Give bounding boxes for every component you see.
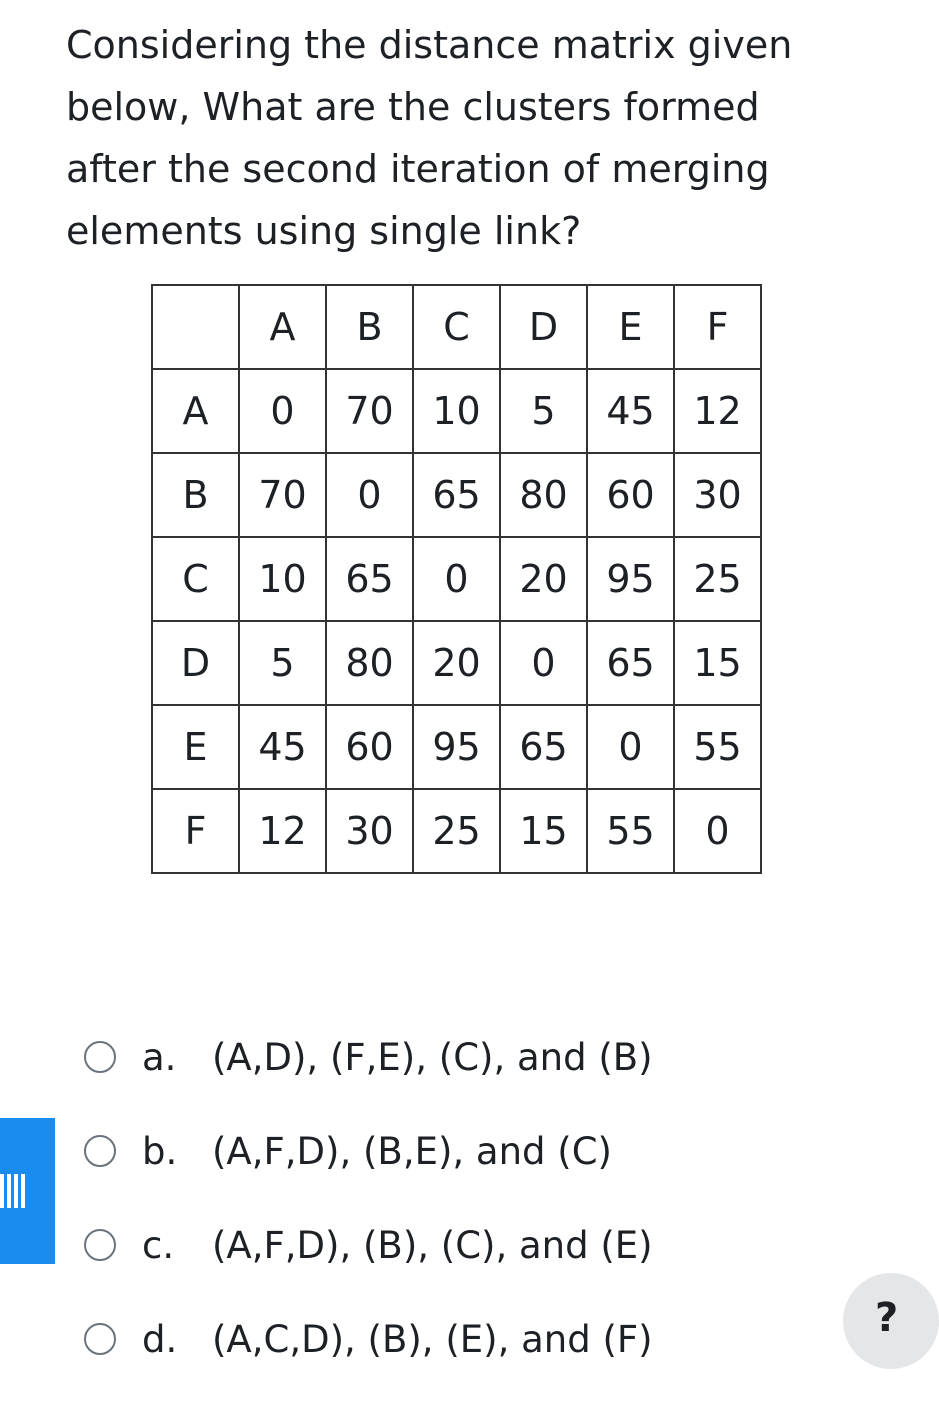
matrix-cell: 15 — [674, 621, 761, 705]
matrix-col-header: E — [587, 285, 674, 369]
matrix-cell: 20 — [500, 537, 587, 621]
matrix-cell: 55 — [674, 705, 761, 789]
matrix-row-label: A — [152, 369, 239, 453]
matrix-cell: 80 — [326, 621, 413, 705]
matrix-row-label: C — [152, 537, 239, 621]
matrix-cell: 95 — [587, 537, 674, 621]
matrix-cell: 55 — [587, 789, 674, 873]
distance-matrix — [151, 284, 762, 874]
option-letter: d. — [142, 1317, 178, 1361]
matrix-row-label: F — [152, 789, 239, 873]
matrix-cell: 45 — [587, 369, 674, 453]
radio-button-d[interactable] — [84, 1323, 116, 1355]
question-text: Considering the distance matrix given below, What are the clusters formed after the second iteration of merging elements using single link? — [66, 23, 793, 253]
matrix-row — [152, 621, 761, 705]
option-letter: b. — [142, 1129, 178, 1173]
matrix-col-header: F — [674, 285, 761, 369]
matrix-cell: 15 — [500, 789, 587, 873]
matrix-cell: 70 — [326, 369, 413, 453]
matrix-cell: 65 — [413, 453, 500, 537]
matrix-corner-cell — [152, 285, 239, 369]
drawer-toggle-icon — [0, 1174, 25, 1208]
help-icon: ? — [875, 1295, 899, 1341]
matrix-cell: 0 — [413, 537, 500, 621]
option-text[interactable]: (A,F,D), (B,E), and (C) — [212, 1129, 612, 1173]
matrix-cell: 20 — [413, 621, 500, 705]
matrix-cell: 10 — [413, 369, 500, 453]
matrix-cell: 5 — [239, 621, 326, 705]
matrix-cell: 30 — [674, 453, 761, 537]
option-letter: a. — [142, 1035, 177, 1079]
matrix-cell: 95 — [413, 705, 500, 789]
matrix-row — [152, 705, 761, 789]
matrix-cell: 65 — [587, 621, 674, 705]
option-c[interactable] — [84, 1198, 653, 1292]
option-text[interactable]: (A,C,D), (B), (E), and (F) — [212, 1317, 653, 1361]
matrix-row-label: D — [152, 621, 239, 705]
option-text[interactable]: (A,F,D), (B), (C), and (E) — [212, 1223, 653, 1267]
matrix-cell: 0 — [239, 369, 326, 453]
matrix-cell: 60 — [326, 705, 413, 789]
matrix-cell: 70 — [239, 453, 326, 537]
matrix-cell: 12 — [239, 789, 326, 873]
matrix-cell: 0 — [500, 621, 587, 705]
matrix-cell: 12 — [674, 369, 761, 453]
matrix-cell: 80 — [500, 453, 587, 537]
matrix-cell: 10 — [239, 537, 326, 621]
matrix-cell: 45 — [239, 705, 326, 789]
matrix-cell: 65 — [500, 705, 587, 789]
help-button[interactable] — [843, 1273, 939, 1369]
matrix-cell: 30 — [326, 789, 413, 873]
option-letter: c. — [142, 1223, 175, 1267]
matrix-col-header: C — [413, 285, 500, 369]
matrix-cell: 25 — [413, 789, 500, 873]
radio-button-a[interactable] — [84, 1041, 116, 1073]
matrix-cell: 60 — [587, 453, 674, 537]
matrix-row-label: E — [152, 705, 239, 789]
matrix-col-header: D — [500, 285, 587, 369]
matrix-row — [152, 453, 761, 537]
matrix-cell: 0 — [326, 453, 413, 537]
answer-options — [84, 1010, 653, 1386]
matrix-cell: 65 — [326, 537, 413, 621]
radio-button-c[interactable] — [84, 1229, 116, 1261]
matrix-cell: 5 — [500, 369, 587, 453]
matrix-cell: 25 — [674, 537, 761, 621]
option-text[interactable]: (A,D), (F,E), (C), and (B) — [212, 1035, 653, 1079]
matrix-col-header: B — [326, 285, 413, 369]
option-d[interactable] — [84, 1292, 653, 1386]
matrix-cell: 0 — [587, 705, 674, 789]
option-a[interactable] — [84, 1010, 653, 1104]
matrix-row — [152, 789, 761, 873]
drawer-toggle-button[interactable] — [0, 1118, 55, 1264]
matrix-col-header: A — [239, 285, 326, 369]
matrix-cell: 0 — [674, 789, 761, 873]
radio-button-b[interactable] — [84, 1135, 116, 1167]
option-b[interactable] — [84, 1104, 653, 1198]
matrix-row — [152, 537, 761, 621]
matrix-header-row — [152, 285, 761, 369]
matrix-row-label: B — [152, 453, 239, 537]
matrix-row — [152, 369, 761, 453]
